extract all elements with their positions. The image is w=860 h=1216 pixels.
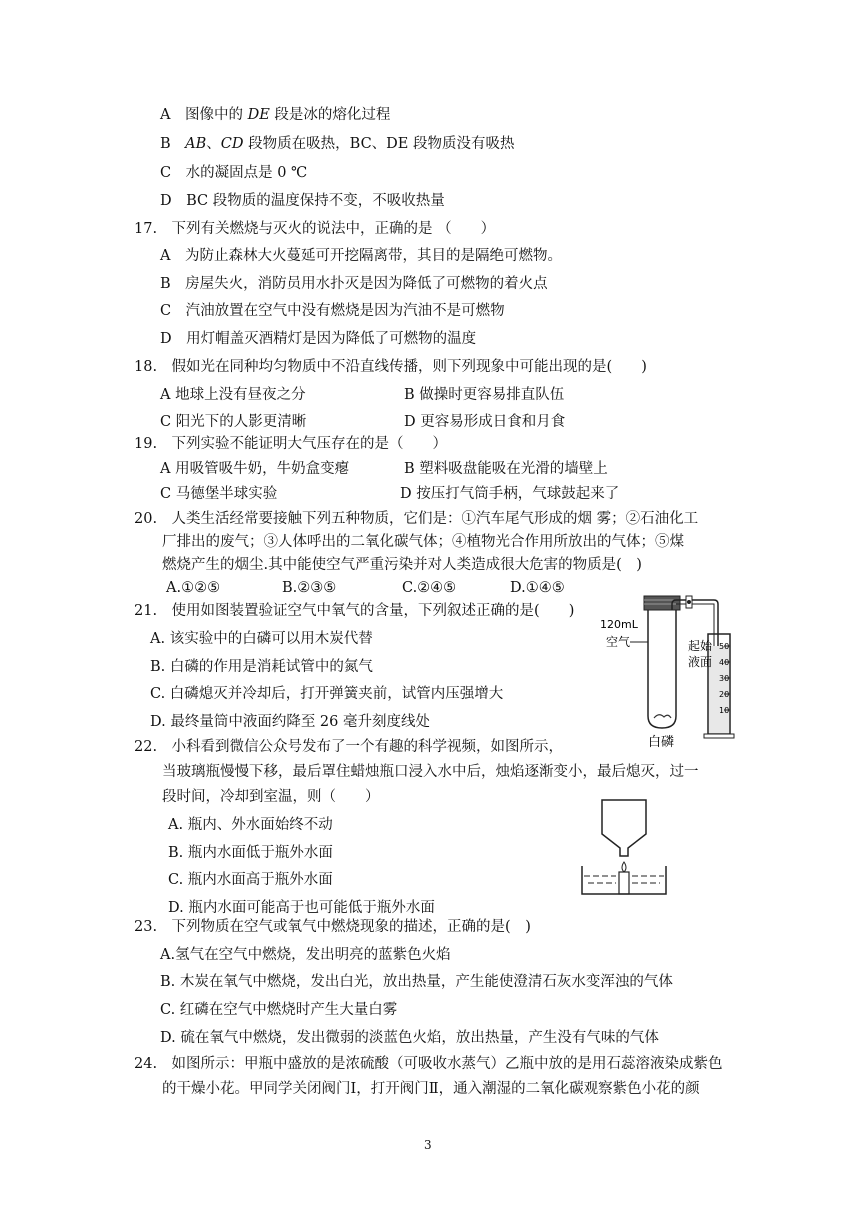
q20-stem-line1: 20. 人类生活经常要接触下列五种物质，它们是：①汽车尾气形成的烟 雾；②石油化工 bbox=[134, 511, 699, 527]
q23-option-c: C. 红磷在空气中燃烧时产生大量白雾 bbox=[160, 1002, 398, 1018]
q17-option-a: A 为防止森林大火蔓延可开挖隔离带，其目的是隔绝可燃物。 bbox=[160, 248, 562, 264]
rubber-stopper bbox=[644, 596, 680, 610]
label-volume: 120mL bbox=[600, 618, 638, 631]
q24-stem-line1: 24. 如图所示：甲瓶中盛放的是浓硫酸（可吸收水蒸气）乙瓶中放的是用石蕊溶液染成紫色 bbox=[134, 1056, 723, 1072]
label-start-2: 液面 bbox=[688, 655, 713, 669]
q16-option-b: B AB、CD 段物质在吸热，BC、DE 段物质没有吸热 bbox=[160, 136, 515, 152]
q22-option-b: B. 瓶内水面低于瓶外水面 bbox=[168, 845, 333, 861]
q18-stem: 18. 假如光在同种均匀物质中不沿直线传播，则下列现象中可能出现的是( ) bbox=[134, 359, 647, 375]
q16-option-a: A 图像中的 DE 段是冰的熔化过程 bbox=[160, 107, 391, 123]
test-tube bbox=[648, 610, 676, 728]
q21-option-c: C. 白磷熄灭并冷却后，打开弹簧夹前，试管内压强增大 bbox=[150, 686, 504, 702]
scale-label: 50 bbox=[719, 642, 730, 651]
q21-option-b: B. 白磷的作用是消耗试管中的氮气 bbox=[150, 659, 373, 675]
scale-label: 40 bbox=[719, 658, 730, 667]
candle bbox=[619, 872, 629, 894]
q19-option-c: C 马德堡半球实验 bbox=[160, 486, 278, 502]
q22-candle-figure bbox=[576, 796, 672, 900]
white-phosphorus bbox=[654, 715, 671, 718]
q20-option-a: A.①②⑤ bbox=[166, 580, 221, 596]
q17-option-d: D 用灯帽盖灭酒精灯是因为降低了可燃物的温度 bbox=[160, 331, 477, 347]
q23-option-a: A.氢气在空气中燃烧，发出明亮的蓝紫色火焰 bbox=[160, 947, 451, 963]
q18-option-d: D 更容易形成日食和月食 bbox=[404, 414, 566, 430]
q23-stem: 23. 下列物质在空气或氧气中燃烧现象的描述，正确的是( ) bbox=[134, 919, 531, 935]
q20-option-c: C.②④⑤ bbox=[402, 580, 457, 596]
page-number: 3 bbox=[424, 1138, 432, 1152]
scale-label: 20 bbox=[719, 690, 730, 699]
q22-option-c: C. 瓶内水面高于瓶外水面 bbox=[168, 872, 333, 888]
q23-option-b: B. 木炭在氧气中燃烧，发出白光，放出热量，产生能使澄清石灰水变浑浊的气体 bbox=[160, 974, 673, 990]
q19-option-d: D 按压打气筒手柄，气球鼓起来了 bbox=[400, 486, 620, 502]
scale-label: 10 bbox=[719, 706, 730, 715]
q16-option-c: C 水的凝固点是 0 ℃ bbox=[160, 165, 308, 181]
q21-apparatus-figure bbox=[596, 594, 748, 750]
q22-option-d: D. 瓶内水面可能高于也可能低于瓶外水面 bbox=[168, 900, 435, 916]
candle-flame bbox=[622, 862, 626, 872]
q17-option-b: B 房屋失火，消防员用水扑灭是因为降低了可燃物的着火点 bbox=[160, 276, 548, 292]
label-air: 空气 bbox=[606, 635, 631, 649]
q20-stem-line2: 厂排出的废气；③人体呼出的二氧化碳气体；④植物光合作用所放出的气体；⑤煤 bbox=[162, 534, 684, 550]
q19-option-b: B 塑料吸盘能吸在光滑的墙壁上 bbox=[404, 461, 608, 477]
q18-option-c: C 阳光下的人影更清晰 bbox=[160, 414, 307, 430]
q22-stem-line2: 当玻璃瓶慢慢下移，最后罩住蜡烛瓶口浸入水中后，烛焰逐渐变小，最后熄灭，过一 bbox=[162, 764, 699, 780]
q18-option-b: B 做操时更容易排直队伍 bbox=[404, 387, 565, 403]
q17-option-c: C 汽油放置在空气中没有燃烧是因为汽油不是可燃物 bbox=[160, 303, 505, 319]
q23-option-d: D. 硫在氧气中燃烧，发出微弱的淡蓝色火焰，放出热量，产生没有气味的气体 bbox=[160, 1030, 659, 1046]
q17-stem: 17. 下列有关燃烧与灭火的说法中，正确的是 （ ） bbox=[134, 221, 496, 237]
q18-option-a: A 地球上没有昼夜之分 bbox=[160, 387, 306, 403]
q22-stem-line3: 段时间，冷却到室温，则（ ） bbox=[162, 789, 380, 805]
label-start-1: 起始 bbox=[688, 639, 713, 653]
q21-option-d: D. 最终量筒中液面约降至 26 毫升刻度线处 bbox=[150, 714, 430, 730]
q21-stem: 21. 使用如图装置验证空气中氧气的含量，下列叙述正确的是( ) bbox=[134, 603, 575, 619]
scale-label: 30 bbox=[719, 674, 730, 683]
q21-option-a: A. 该实验中的白磷可以用木炭代替 bbox=[150, 631, 373, 647]
q20-option-b: B.②③⑤ bbox=[282, 580, 337, 596]
q24-stem-line2: 的干燥小花。甲同学关闭阀门Ⅰ，打开阀门Ⅱ，通入潮湿的二氧化碳观察紫色小花的颜 bbox=[162, 1081, 700, 1097]
q19-option-a: A 用吸管吸牛奶，牛奶盒变瘪 bbox=[160, 461, 350, 477]
q16-option-d: D BC 段物质的温度保持不变，不吸收热量 bbox=[160, 193, 445, 209]
label-phosphorus: 白磷 bbox=[648, 735, 675, 750]
q22-option-a: A. 瓶内、外水面始终不动 bbox=[168, 817, 333, 833]
q22-stem-line1: 22. 小科看到微信公众号发布了一个有趣的科学视频，如图所示， bbox=[134, 739, 564, 755]
q20-option-d: D.①④⑤ bbox=[510, 580, 565, 596]
q20-stem-line3: 燃烧产生的烟尘.其中能使空气严重污染并对人类造成很大危害的物质是( ) bbox=[162, 557, 642, 573]
glass-bottle bbox=[602, 800, 646, 856]
q19-stem: 19. 下列实验不能证明大气压存在的是（ ） bbox=[134, 436, 448, 452]
